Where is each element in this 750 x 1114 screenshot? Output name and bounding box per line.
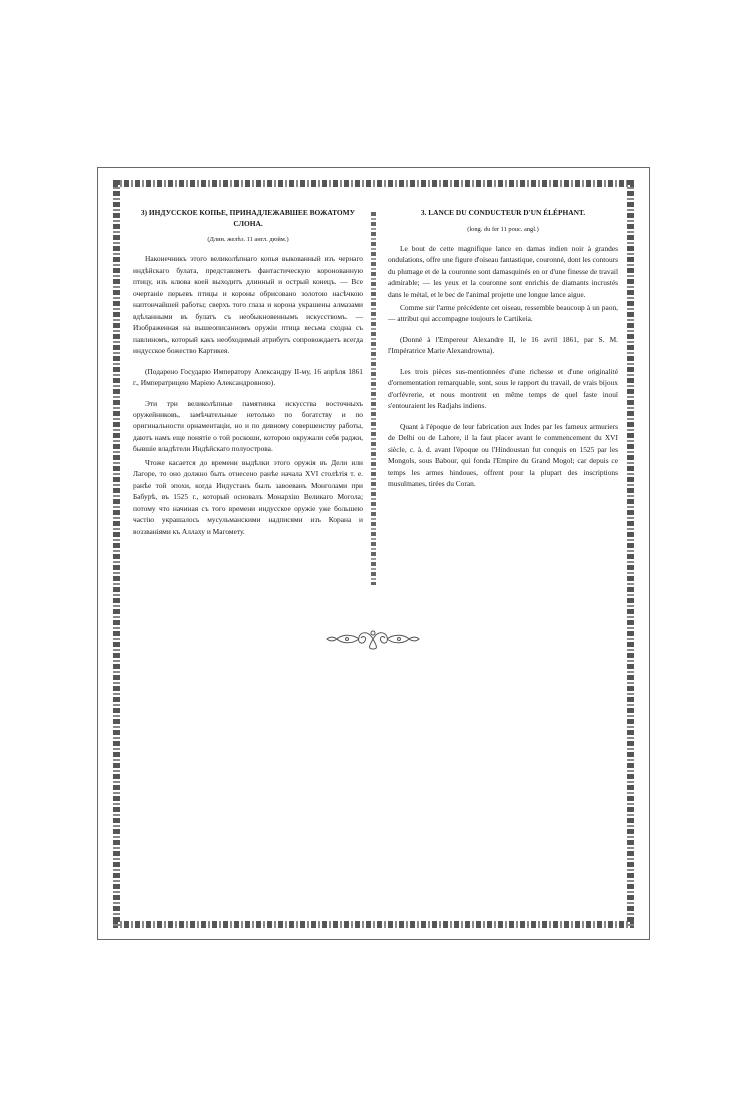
french-heading: 3. LANCE DU CONDUCTEUR D'UN ÉLÉPHANT. [420, 208, 586, 217]
russian-paragraph: Эти три великолѣпные памятника искусства восточныхъ оружейниковъ, замѣчательные нетолько по богатству и по оригинальности орнаментацiи, но и по дивному совершенству работы, даютъ намъ еще понятiе о той роскоши, которою окружали себя раджи, бывшiе владѣтели Индѣйскаго полуострова. [133, 398, 363, 454]
french-paragraph: Comme sur l'arme précédente cet oiseau, ressemble beaucoup à un paon, — attribut qui accompagne toujours le Cartikeia. [388, 303, 618, 324]
chain-border-left-icon [113, 180, 120, 928]
russian-column [133, 208, 363, 539]
chain-border-top-icon [113, 180, 634, 187]
russian-paragraph: Наконечникъ этого великолѣпнаго копья выкованный изъ чернаго индѣйскаго булата, представляетъ фантастическую коронованную птицу, изъ клюва коей выходитъ длинный и острый конецъ. — Все очертанiе перьевъ птицы и короны обрисовано золотою насѣчкою наптончайшей работы; сверхъ того глаза и корона украшены алмазами вдѣланными въ булатъ съ необыкновеннымъ искусствомъ. — Изображенная на вышеописанномъ оружiи птица весьма сходна съ павлиномъ, который какъ необходимый атрибутъ сопровождаетъ всегда индусское божество Картикея. [133, 254, 363, 356]
french-subheading: (long. du fer 11 pouc. angl.) [467, 225, 539, 233]
russian-paragraph: (Подарено Государю Императору Александру II-му, 16 апрѣля 1861 г., Императрицею Марiею Александровною). [133, 366, 363, 388]
french-paragraph: Les trois pièces sus-mentionnées d'une richesse et d'une originalité d'ornementation remarquable, sont, sous le rapport du travail, de vrais bijoux d'orfévrerie, et nous montrent en même temps de quel faste inouï s'entouraient les Radjahs indiens. [388, 366, 618, 411]
russian-paragraph: Чтоже касается до времени выдѣлки этого оружiя въ Дели или Лагоре, то оно должно быть отнесено ранѣе начала XVI столѣтiя т. е. ранѣе той эпохи, когда Индустанъ былъ завоеванъ Монголами при Бабурѣ, въ 1525 г., который основалъ Монархiю Великаго Могола; потому что начиная съ того времени индусское оружiе уже большею частiю украшалось мусульманскими надписями изъ Корана и воззванiями къ Аллаху и Магомету. [133, 457, 363, 536]
french-paragraph: Quant à l'époque de leur fabrication aux Indes par les fameux armuriers de Delhi ou de Lahore, il la faut placer avant le commencement du XVI siècle, c. à. d. avant l'époque ou l'Hindoustan fut conquis en 1525 par les Mongols, sous Babour, qui fonda l'Empire du Grand Mogol; car depuis ce temps les armes hindoues, offrent pour la plupart des inscriptions musulmanes, tirées du Coran. [388, 421, 618, 489]
russian-heading: 3) ИНДУССКОЕ КОПЬЕ, ПРИНАДЛЕЖАВШЕЕ ВОЖАТОМУ СЛОНА. [140, 208, 356, 228]
chain-border-bottom-icon [113, 921, 634, 928]
chain-column-divider-icon [371, 212, 376, 585]
french-column [388, 208, 618, 492]
scroll-ornament-icon [325, 627, 421, 651]
french-paragraph: Le bout de cette magnifique lance en damas indien noir à grandes ondulations, offre une figure d'oiseau fantastique, couronné, dont les contours du plumage et de la couronne sont damasquinés en or d'une finesse de travail admirable; — les yeux et la couronne sont enrichis de diamants incrustés dans le métal, et le bec de l'animal projette une longue lance aigue. [388, 243, 618, 299]
chain-border-right-icon [627, 180, 634, 928]
french-paragraph: (Donné à l'Empereur Alexandre II, le 16 avril 1861, par S. M. l'Impératrice Marie Alexandrowna). [388, 334, 618, 356]
russian-subheading: (Длин. желѣз. 11 англ. дюйм.) [207, 236, 289, 244]
